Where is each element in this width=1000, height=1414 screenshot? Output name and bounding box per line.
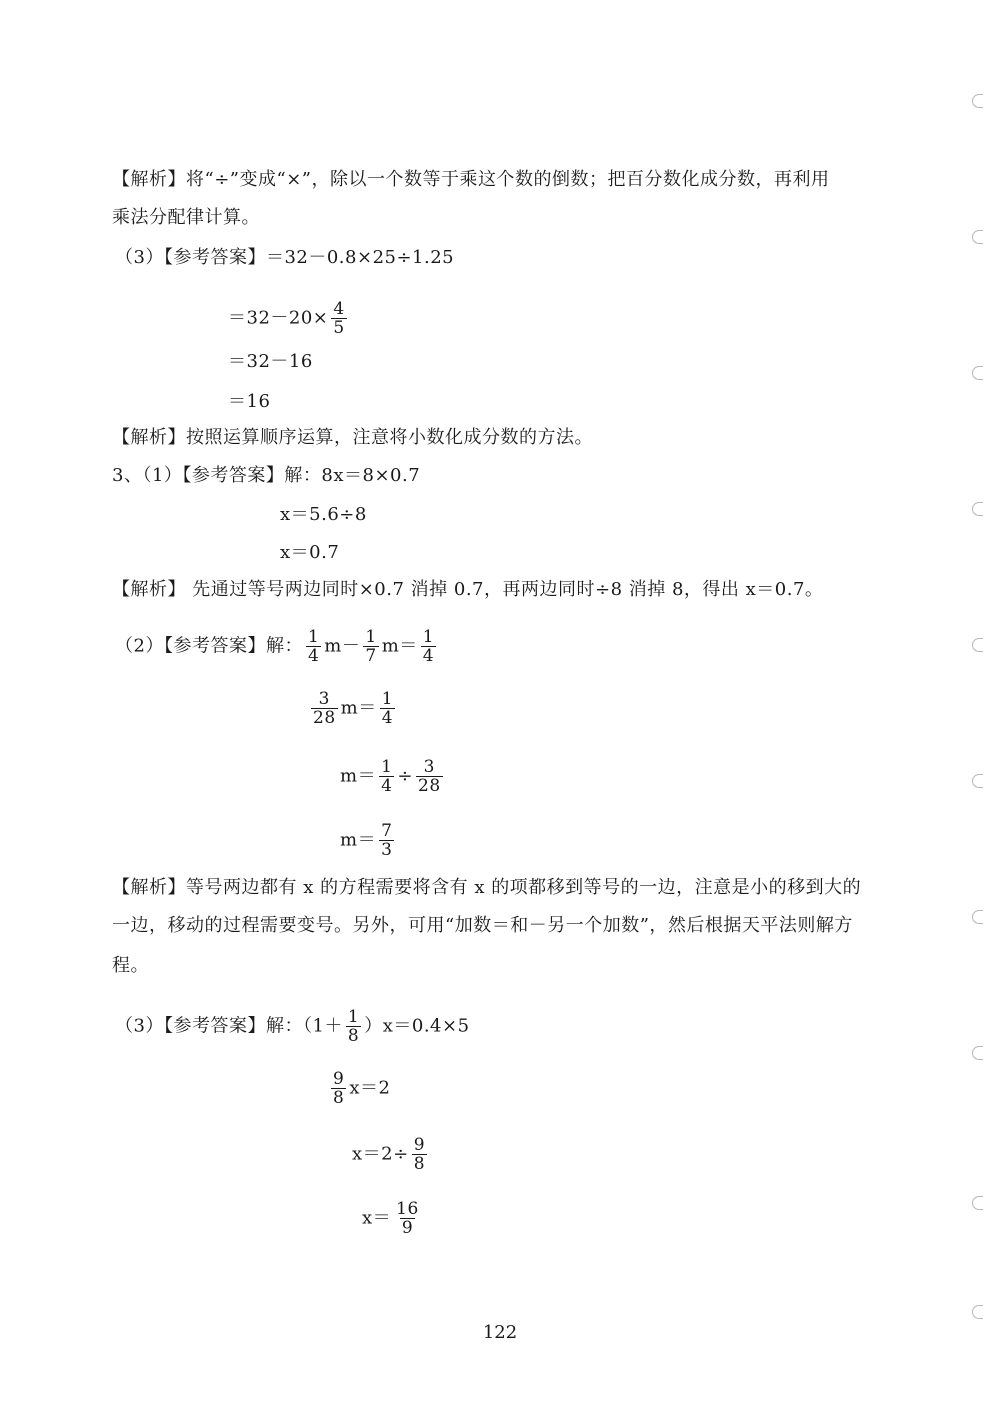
fraction: $\frac{4}{5}$: [333, 299, 345, 338]
analysis-line-3: 【解析】按照运算顺序运算，注意将小数化成分数的方法。: [112, 427, 593, 448]
fraction: $\frac{1}{8}$: [347, 1007, 360, 1046]
fraction: $\frac{9}{8}$: [413, 1135, 426, 1174]
fraction: $\frac{3}{28}$: [313, 689, 336, 728]
binder-hole: [972, 366, 983, 380]
q3-answer-2-line-2: $\frac{3}{28}$ m＝ $\frac{1}{4}$: [313, 689, 394, 728]
binder-hole: [972, 1196, 983, 1210]
answer-3-line-1: （3）【参考答案】＝32－0.8×25÷1.25: [115, 247, 455, 268]
fraction: $\frac{1}{4}$: [381, 689, 394, 728]
binder-hole: [972, 230, 983, 244]
analysis-line-6: 一边，移动的过程需要变号。另外，可用“加数＝和－另一个加数”，然后根据天平法则解方: [112, 915, 853, 936]
q3-answer-3-line-2: $\frac{9}{8}$ x＝2: [333, 1069, 391, 1108]
expr-text: ＝32－20×: [228, 307, 329, 329]
analysis-line-7: 程。: [112, 955, 149, 976]
fraction: $\frac{1}{4}$: [381, 757, 393, 796]
binder-hole: [972, 638, 983, 652]
page-number: 122: [482, 1322, 518, 1343]
binder-hole: [972, 774, 983, 788]
q3-answer-2-line-3: m＝ $\frac{1}{4}$ ÷ $\frac{3}{28}$: [340, 757, 441, 796]
q3-answer-3-line-3: x＝2÷ $\frac{9}{8}$: [352, 1135, 426, 1174]
q3-answer-3-line-1: （3）【参考答案】解：（1＋ $\frac{1}{8}$ ）x＝0.4×5: [115, 1007, 470, 1046]
q3-answer-2-line-1: （2）【参考答案】解： $\frac{1}{4}$ m－ $\frac{1}{7}$ m＝ $\frac{1}{4}$: [115, 627, 435, 666]
answer-3-line-2: [228, 300, 350, 337]
q3-answer-2-line-4: m＝ $\frac{7}{3}$: [340, 821, 393, 860]
q3-answer-1-line-1: 3、（1）【参考答案】解：8x＝8×0.7: [112, 465, 421, 486]
answer-3-line-3: ＝32－16: [228, 351, 313, 372]
binder-hole: [972, 1305, 983, 1319]
analysis-line-4: 【解析】 先通过等号两边同时×0.7 消掉 0.7，再两边同时÷8 消掉 8，得出 x＝0.7。: [112, 579, 824, 600]
fraction: $\frac{1}{4}$: [307, 627, 320, 666]
fraction: $\frac{1}{4}$: [422, 627, 435, 666]
q3-answer-1-line-3: x＝0.7: [280, 542, 340, 563]
fraction: $\frac{1}{7}$: [365, 627, 377, 666]
analysis-line-5: 【解析】等号两边都有 x 的方程需要将含有 x 的项都移到等号的一边，注意是小的移到大的: [112, 877, 862, 898]
binder-hole: [972, 94, 983, 108]
fraction: $\frac{16}{9}$: [396, 1199, 419, 1238]
q3-answer-1-line-2: x＝5.6÷8: [280, 504, 367, 525]
analysis-line-1: 【解析】将“÷”变成“×”，除以一个数等于乘这个数的倒数；把百分数化成分数，再利用: [112, 169, 830, 190]
binder-hole: [972, 1046, 983, 1060]
q3-answer-3-line-4: x＝ $\frac{16}{9}$: [362, 1199, 419, 1238]
analysis-line-2: 乘法分配律计算。: [112, 207, 260, 228]
fraction: $\frac{7}{3}$: [381, 821, 393, 860]
fraction: $\frac{3}{28}$: [418, 757, 441, 796]
fraction: $\frac{9}{8}$: [333, 1069, 345, 1108]
binder-hole: [972, 502, 983, 516]
answer-3-line-4: ＝16: [228, 391, 271, 412]
binder-hole: [972, 910, 983, 924]
